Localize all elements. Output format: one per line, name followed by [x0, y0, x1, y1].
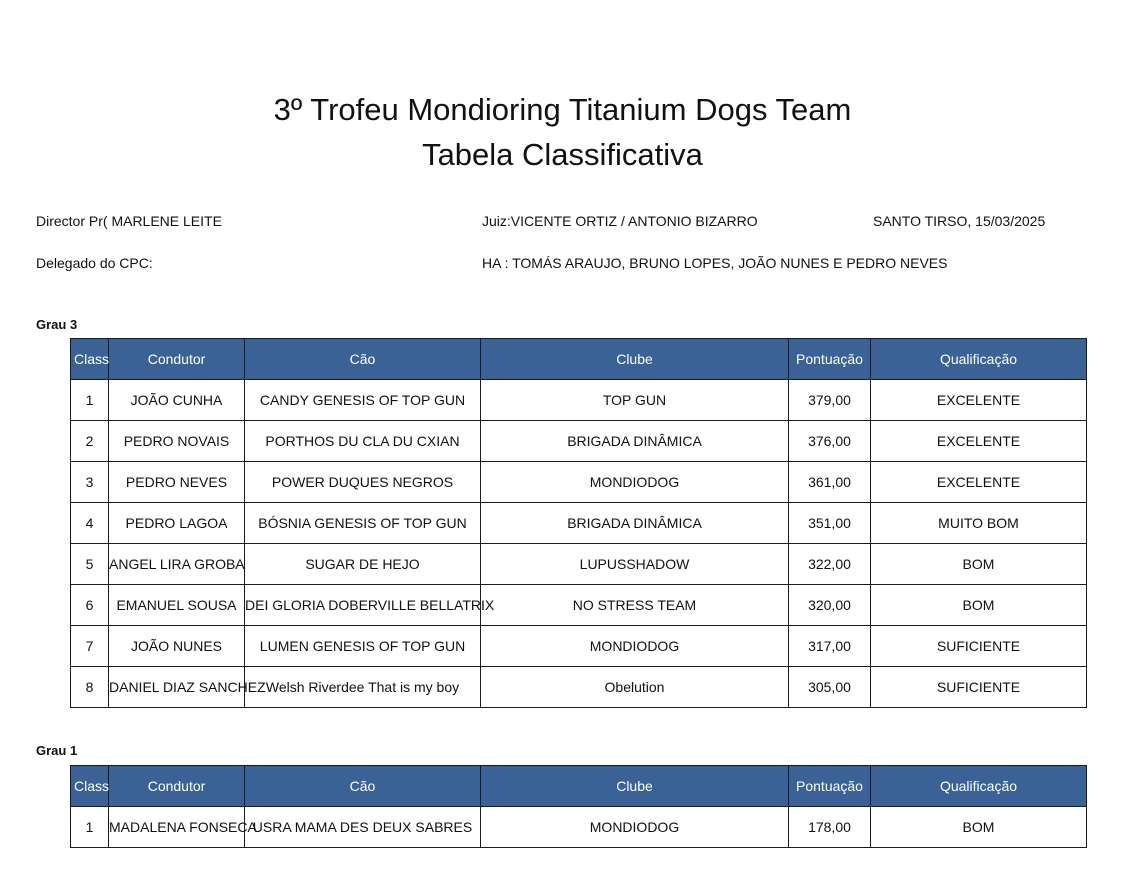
cell-class: 2 — [71, 421, 109, 462]
judge-info: Juiz:VICENTE ORTIZ / ANTONIO BIZARRO — [482, 213, 758, 229]
cell-clube: MONDIODOG — [481, 626, 789, 667]
ha-info: HA : TOMÁS ARAUJO, BRUNO LOPES, JOÃO NUNES E PEDRO NEVES — [482, 255, 948, 271]
column-header-pontuacao: Pontuação — [789, 339, 871, 380]
cell-class: 1 — [71, 380, 109, 421]
grau1-body — [71, 807, 1087, 848]
cell-condutor: PEDRO NOVAIS — [109, 421, 245, 462]
cell-condutor: JOÃO CUNHA — [109, 380, 245, 421]
table-row — [71, 421, 1087, 462]
cell-clube: Obelution — [481, 667, 789, 708]
table-row — [71, 544, 1087, 585]
table-row — [71, 503, 1087, 544]
table-row — [71, 585, 1087, 626]
cell-class: 8 — [71, 667, 109, 708]
column-header-cao: Cão — [245, 339, 481, 380]
cell-clube: MONDIODOG — [481, 462, 789, 503]
cell-cao: USRA MAMA DES DEUX SABRES — [245, 807, 481, 848]
grau1-header-row — [71, 766, 1087, 807]
cell-pontuacao: 320,00 — [789, 585, 871, 626]
director-info: Director Pr( MARLENE LEITE — [36, 213, 222, 229]
table-row — [71, 626, 1087, 667]
cell-cao: CANDY GENESIS OF TOP GUN — [245, 380, 481, 421]
grau3-table — [70, 338, 1087, 708]
cell-pontuacao: 305,00 — [789, 667, 871, 708]
page-subtitle: Tabela Classificativa — [422, 137, 703, 172]
grau3-body — [71, 380, 1087, 708]
column-header-pontuacao: Pontuação — [789, 766, 871, 807]
cell-cao: BÓSNIA GENESIS OF TOP GUN — [245, 503, 481, 544]
cell-condutor: DANIEL DIAZ SANCHEZ — [109, 667, 245, 708]
column-header-cao: Cão — [245, 766, 481, 807]
table-row — [71, 807, 1087, 848]
cell-clube: TOP GUN — [481, 380, 789, 421]
column-header-condutor: Condutor — [109, 339, 245, 380]
cell-qualificacao: EXCELENTE — [871, 380, 1087, 421]
cell-class: 7 — [71, 626, 109, 667]
cell-class: 1 — [71, 807, 109, 848]
cell-clube: BRIGADA DINÂMICA — [481, 503, 789, 544]
cell-condutor: JOÃO NUNES — [109, 626, 245, 667]
cell-condutor: EMANUEL SOUSA — [109, 585, 245, 626]
table-row — [71, 462, 1087, 503]
cell-condutor: PEDRO NEVES — [109, 462, 245, 503]
column-header-class: Class — [71, 766, 109, 807]
cell-clube: NO STRESS TEAM — [481, 585, 789, 626]
page-title: 3º Trofeu Mondioring Titanium Dogs Team — [273, 92, 852, 127]
grau1-label: Grau 1 — [36, 743, 78, 758]
location-date: SANTO TIRSO, 15/03/2025 — [873, 213, 1046, 229]
cell-class: 5 — [71, 544, 109, 585]
table-row — [71, 667, 1087, 708]
cell-cao: DEI GLORIA DOBERVILLE BELLATRIX — [245, 585, 481, 626]
column-header-condutor: Condutor — [109, 766, 245, 807]
cell-qualificacao: MUITO BOM — [871, 503, 1087, 544]
grau1-table — [70, 765, 1087, 848]
cell-condutor: ANGEL LIRA GROBA — [109, 544, 245, 585]
grau3-header-row — [71, 339, 1087, 380]
cell-cao: POWER DUQUES NEGROS — [245, 462, 481, 503]
cell-clube: BRIGADA DINÂMICA — [481, 421, 789, 462]
cell-qualificacao: BOM — [871, 585, 1087, 626]
grau3-label: Grau 3 — [36, 317, 78, 332]
cell-pontuacao: 351,00 — [789, 503, 871, 544]
cell-qualificacao: EXCELENTE — [871, 421, 1087, 462]
cell-pontuacao: 178,00 — [789, 807, 871, 848]
column-header-qualificacao: Qualificação — [871, 766, 1087, 807]
column-header-clube: Clube — [481, 766, 789, 807]
cell-cao: PORTHOS DU CLA DU CXIAN — [245, 421, 481, 462]
cell-pontuacao: 361,00 — [789, 462, 871, 503]
cell-class: 3 — [71, 462, 109, 503]
cell-clube: LUPUSSHADOW — [481, 544, 789, 585]
cell-condutor: MADALENA FONSECA — [109, 807, 245, 848]
cell-pontuacao: 322,00 — [789, 544, 871, 585]
cell-pontuacao: 379,00 — [789, 380, 871, 421]
cell-cao: SUGAR DE HEJO — [245, 544, 481, 585]
delegate-info: Delegado do CPC: — [36, 255, 153, 271]
cell-pontuacao: 376,00 — [789, 421, 871, 462]
cell-qualificacao: EXCELENTE — [871, 462, 1087, 503]
cell-class: 6 — [71, 585, 109, 626]
cell-class: 4 — [71, 503, 109, 544]
cell-cao: Welsh Riverdee That is my boy — [245, 667, 481, 708]
column-header-class: Class — [71, 339, 109, 380]
cell-cao: LUMEN GENESIS OF TOP GUN — [245, 626, 481, 667]
cell-qualificacao: BOM — [871, 544, 1087, 585]
column-header-clube: Clube — [481, 339, 789, 380]
cell-condutor: PEDRO LAGOA — [109, 503, 245, 544]
cell-qualificacao: SUFICIENTE — [871, 667, 1087, 708]
table-row — [71, 380, 1087, 421]
cell-clube: MONDIODOG — [481, 807, 789, 848]
column-header-qualificacao: Qualificação — [871, 339, 1087, 380]
cell-qualificacao: SUFICIENTE — [871, 626, 1087, 667]
cell-pontuacao: 317,00 — [789, 626, 871, 667]
cell-qualificacao: BOM — [871, 807, 1087, 848]
